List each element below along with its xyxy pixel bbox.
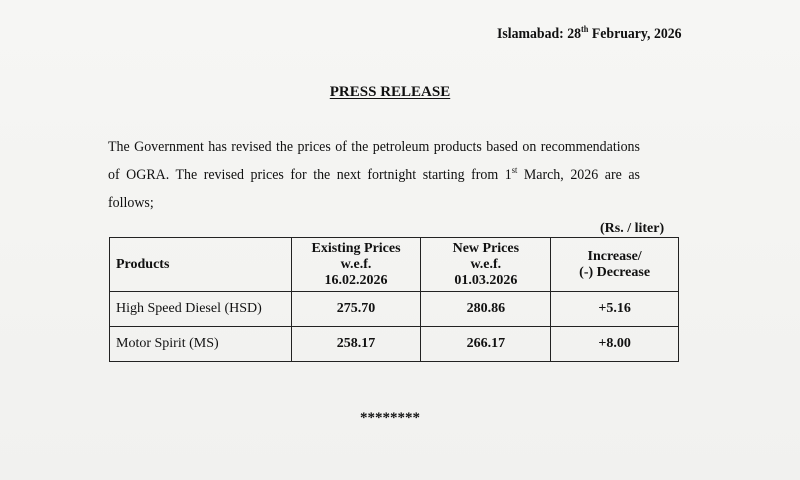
body-line-1: The Government has revised the prices of the petroleum products based on recommendations bbox=[108, 139, 640, 155]
header-change-line-1: Increase/ bbox=[587, 248, 642, 264]
price-table bbox=[109, 237, 679, 362]
date-ordinal: th bbox=[581, 24, 589, 34]
dateline bbox=[497, 26, 682, 43]
header-new-line-1: New Prices bbox=[452, 240, 520, 256]
body-paragraph bbox=[108, 133, 640, 217]
row-1-new: 280.86 bbox=[421, 292, 551, 327]
header-new-prices bbox=[421, 238, 551, 292]
table-row bbox=[110, 292, 679, 327]
row-2-new: 266.17 bbox=[421, 327, 551, 362]
header-new-line-2: w.e.f. bbox=[470, 256, 502, 272]
end-marker: ******** bbox=[360, 410, 420, 426]
header-change bbox=[551, 238, 679, 292]
header-change-line-2: (-) Decrease bbox=[579, 264, 651, 280]
page-title: PRESS RELEASE bbox=[329, 84, 451, 100]
table-header-row bbox=[110, 238, 679, 292]
row-2-product: Motor Spirit (MS) bbox=[110, 327, 292, 362]
header-products: Products bbox=[110, 238, 292, 292]
body-line-2-part-b: March, 2026 are as bbox=[517, 167, 640, 183]
row-1-product: High Speed Diesel (HSD) bbox=[110, 292, 292, 327]
unit-note: (Rs. / liter) bbox=[600, 221, 665, 236]
row-2-existing: 258.17 bbox=[291, 327, 421, 362]
row-1-change: +5.16 bbox=[551, 292, 679, 327]
header-new-line-3: 01.03.2026 bbox=[454, 272, 518, 288]
body-ordinal: st bbox=[511, 165, 518, 175]
header-existing-line-2: w.e.f. bbox=[340, 256, 372, 272]
row-1-existing: 275.70 bbox=[291, 292, 421, 327]
header-existing-prices bbox=[291, 238, 421, 292]
table-row bbox=[110, 327, 679, 362]
row-2-change: +8.00 bbox=[551, 327, 679, 362]
body-line-2-part-a: of OGRA. The revised prices for the next fortnight starting from 1 bbox=[108, 167, 512, 183]
body-line-3: follows; bbox=[108, 195, 154, 211]
body-line-2 bbox=[108, 161, 640, 189]
header-existing-line-3: 16.02.2026 bbox=[324, 272, 388, 288]
date-prefix: Islamabad: 28 bbox=[497, 26, 582, 42]
header-existing-line-1: Existing Prices bbox=[311, 240, 401, 256]
date-suffix: February, 2026 bbox=[588, 26, 682, 42]
